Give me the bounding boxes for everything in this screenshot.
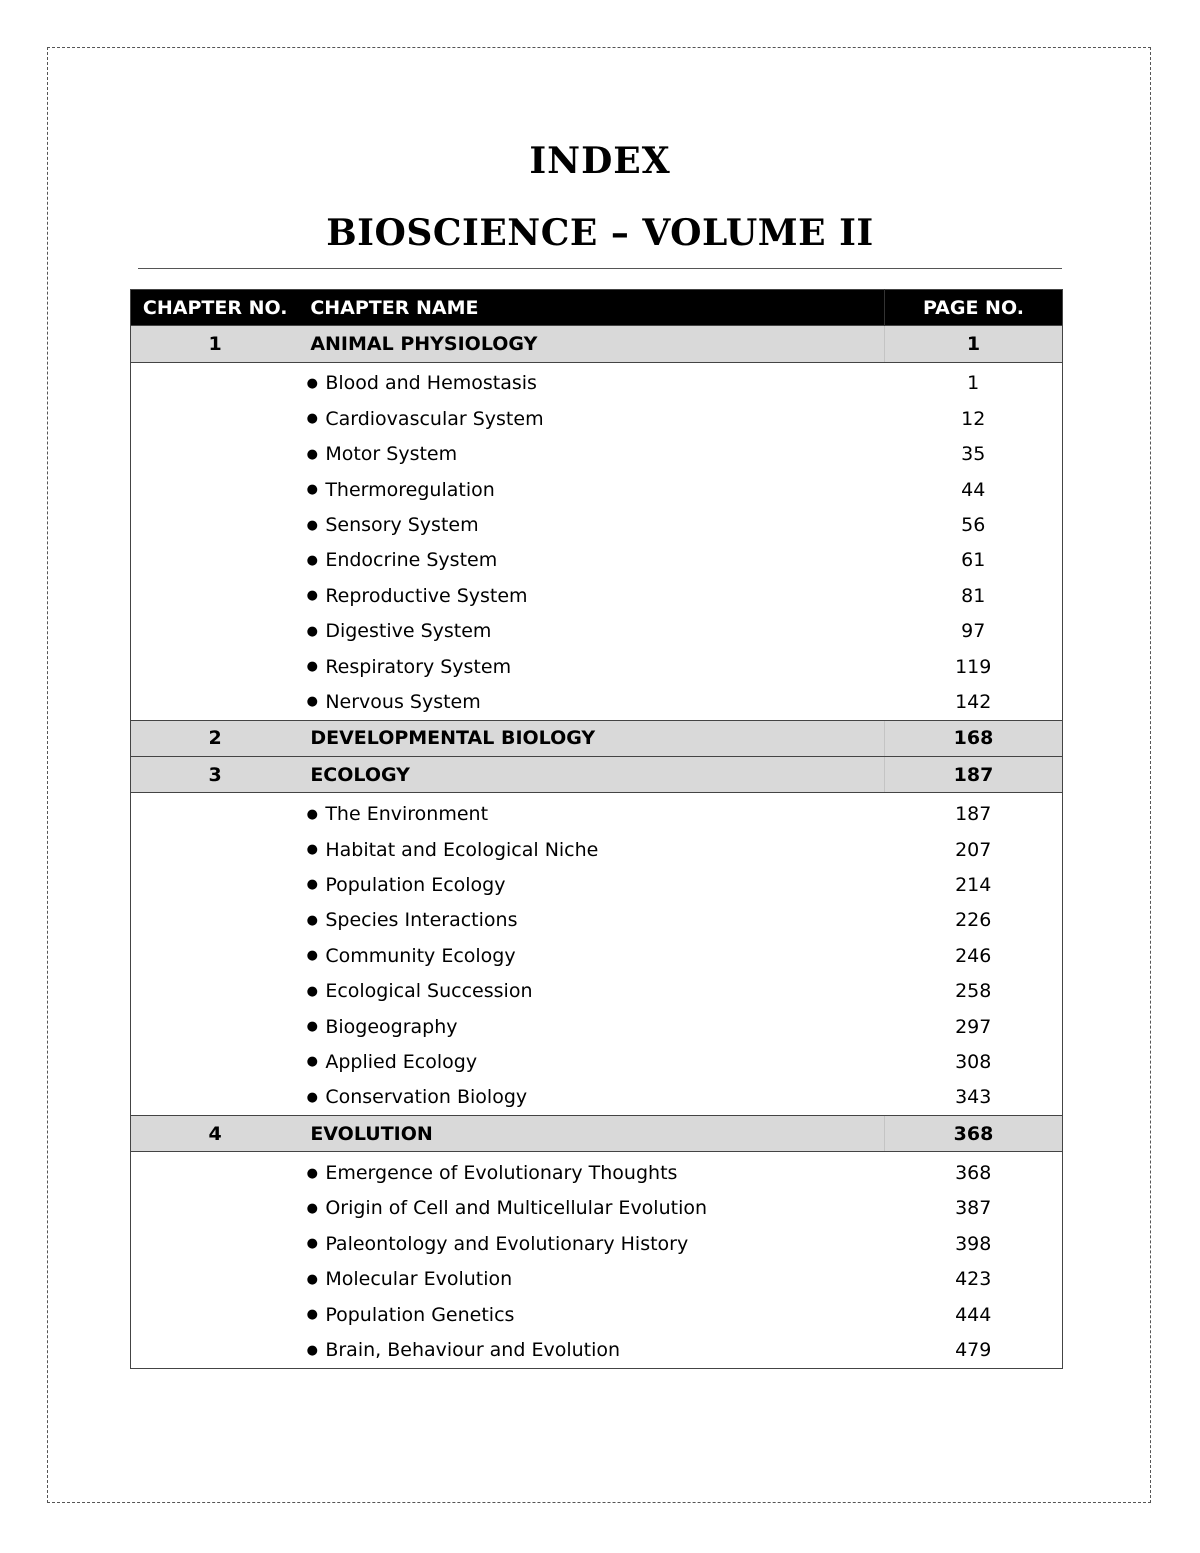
topic-item [299,803,884,825]
topic-empty-cell [131,1332,300,1368]
bullet-icon: ● [306,517,318,533]
topic-empty-cell [131,1297,300,1332]
topic-name-cell [299,684,884,720]
topic-row [131,1152,1063,1191]
title-divider [138,268,1062,269]
topic-page: 142 [884,684,1062,720]
topic-name: Motor System [325,443,458,466]
topic-empty-cell [131,578,300,613]
bullet-icon: ● [306,1054,318,1070]
topic-row [131,543,1063,578]
chapter-number: 2 [131,720,300,756]
topic-empty-cell [131,614,300,649]
chapter-name: DEVELOPMENTAL BIOLOGY [299,720,884,756]
topic-name: The Environment [325,803,489,826]
topic-page: 44 [884,472,1062,507]
topic-row [131,938,1063,973]
topic-page: 35 [884,437,1062,472]
topic-name: Ecological Succession [325,980,533,1003]
chapter-row [131,1115,1063,1151]
bullet-icon: ● [306,694,318,710]
topic-item [299,443,884,465]
topic-item [299,1197,884,1219]
index-table-body [131,326,1063,1368]
topic-page: 1 [884,362,1062,401]
bullet-icon: ● [306,411,318,427]
topic-empty-cell [131,1080,300,1116]
topic-name-cell [299,1297,884,1332]
topic-empty-cell [131,543,300,578]
topic-row [131,684,1063,720]
chapter-row [131,720,1063,756]
volume-title: BIOSCIENCE – VOLUME II [326,212,874,254]
topic-name: Brain, Behaviour and Evolution [325,1339,621,1362]
topic-empty-cell [131,684,300,720]
topic-name-cell [299,793,884,832]
topic-row [131,1297,1063,1332]
topic-page: 12 [884,401,1062,436]
topic-name: Molecular Evolution [325,1268,513,1291]
topic-item [299,479,884,501]
bullet-icon: ● [306,1342,318,1358]
topic-item [299,656,884,678]
topic-row [131,973,1063,1008]
header-page-no: PAGE NO. [884,290,1062,326]
bullet-icon: ● [306,1019,318,1034]
topic-item [299,1339,884,1361]
topic-page: 187 [884,793,1062,832]
topic-empty-cell [131,867,300,902]
bullet-icon: ● [306,588,318,604]
topic-name: Community Ecology [325,944,516,967]
topic-row [131,649,1063,684]
topic-page: 246 [884,938,1062,973]
topic-name-cell [299,1152,884,1191]
bullet-icon: ● [306,948,318,964]
topic-row [131,472,1063,507]
topic-item [299,874,884,896]
topic-empty-cell [131,938,300,973]
topic-page: 81 [884,578,1062,613]
topic-name: Origin of Cell and Multicellular Evolution [325,1197,708,1220]
chapter-number: 4 [131,1115,300,1151]
topic-item [299,514,884,536]
topic-item [299,1016,884,1038]
topic-row [131,401,1063,436]
topic-empty-cell [131,472,300,507]
bullet-icon: ● [306,375,318,391]
topic-row [131,832,1063,867]
topic-name-cell [299,507,884,542]
topic-name-cell [299,1080,884,1116]
topic-item [299,549,884,571]
topic-item [299,1233,884,1255]
topic-item [299,1162,884,1184]
topic-name-cell [299,867,884,902]
topic-row [131,1080,1063,1116]
topic-empty-cell [131,1044,300,1079]
chapter-page: 368 [884,1115,1062,1151]
topic-item [299,1051,884,1073]
topic-page: 214 [884,867,1062,902]
topic-name-cell [299,614,884,649]
topic-page: 444 [884,1297,1062,1332]
topic-name-cell [299,1009,884,1044]
bullet-icon: ● [306,659,318,675]
topic-name-cell [299,938,884,973]
topic-empty-cell [131,832,300,867]
topic-row [131,507,1063,542]
topic-item [299,620,884,642]
topic-item [299,909,884,931]
chapter-page: 187 [884,757,1062,793]
topic-page: 61 [884,543,1062,578]
topic-name-cell [299,1262,884,1297]
chapter-name: ECOLOGY [299,757,884,793]
topic-name-cell [299,543,884,578]
topic-row [131,437,1063,472]
chapter-number: 1 [131,326,300,362]
topic-name-cell [299,362,884,401]
topic-item [299,945,884,967]
topic-name-cell [299,903,884,938]
topic-item [299,980,884,1002]
topic-page: 226 [884,903,1062,938]
topic-name-cell [299,1044,884,1079]
topic-item [299,585,884,607]
bullet-icon: ● [306,1165,318,1181]
topic-row [131,1191,1063,1226]
topic-page: 297 [884,1009,1062,1044]
topic-row [131,1009,1063,1044]
topic-name: Emergence of Evolutionary Thoughts [325,1162,678,1185]
topic-name-cell [299,832,884,867]
topic-empty-cell [131,1191,300,1226]
chapter-row [131,757,1063,793]
header-chapter-no: CHAPTER NO. [131,290,300,326]
bullet-icon: ● [306,842,318,858]
topic-item [299,372,884,394]
topic-page: 308 [884,1044,1062,1079]
topic-name: Conservation Biology [325,1086,528,1109]
topic-empty-cell [131,649,300,684]
topic-name: Nervous System [325,690,481,713]
topic-empty-cell [131,437,300,472]
topic-empty-cell [131,793,300,832]
topic-name-cell [299,1226,884,1261]
topic-row [131,793,1063,832]
topic-page: 479 [884,1332,1062,1368]
topic-empty-cell [131,401,300,436]
topic-empty-cell [131,1152,300,1191]
topic-page: 119 [884,649,1062,684]
topic-page: 258 [884,973,1062,1008]
topic-row [131,614,1063,649]
topic-item [299,839,884,861]
topic-page: 97 [884,614,1062,649]
topic-empty-cell [131,1009,300,1044]
topic-empty-cell [131,1226,300,1261]
header-chapter-name: CHAPTER NAME [299,290,884,326]
chapter-row [131,326,1063,362]
index-title: INDEX [529,140,671,182]
topic-item [299,1268,884,1290]
topic-page: 343 [884,1080,1062,1116]
chapter-page: 1 [884,326,1062,362]
bullet-icon: ● [306,877,318,893]
topic-item [299,1304,884,1326]
chapter-page: 168 [884,720,1062,756]
chapter-number: 3 [131,757,300,793]
topic-name-cell [299,401,884,436]
topic-page: 368 [884,1152,1062,1191]
topic-name: Habitat and Ecological Niche [325,838,599,861]
topic-name: Population Ecology [325,873,506,896]
topic-empty-cell [131,1262,300,1297]
topic-name: Endocrine System [325,549,498,572]
topic-row [131,1044,1063,1079]
topic-row [131,1262,1063,1297]
topic-row [131,1226,1063,1261]
topic-row [131,903,1063,938]
topic-name: Biogeography [325,1015,458,1038]
topic-name: Digestive System [325,620,492,643]
topic-name-cell [299,973,884,1008]
topic-name: Reproductive System [325,584,528,607]
bullet-icon: ● [306,552,318,568]
topic-page: 423 [884,1262,1062,1297]
topic-item [299,1086,884,1108]
topic-name: Blood and Hemostasis [325,372,537,395]
topic-name: Species Interactions [325,909,518,932]
table-header-row [131,290,1063,326]
topic-row [131,578,1063,613]
topic-empty-cell [131,973,300,1008]
topic-row [131,867,1063,902]
topic-name-cell [299,472,884,507]
topic-item [299,691,884,713]
bullet-icon: ● [306,482,318,498]
topic-name-cell [299,649,884,684]
topic-empty-cell [131,903,300,938]
topic-page: 387 [884,1191,1062,1226]
topic-name: Thermoregulation [325,478,495,501]
topic-name-cell [299,1332,884,1368]
topic-page: 207 [884,832,1062,867]
bullet-icon: ● [306,1089,318,1105]
topic-row [131,362,1063,401]
topic-name: Population Genetics [325,1303,515,1326]
bullet-icon: ● [306,983,318,999]
topic-name: Applied Ecology [325,1050,478,1073]
bullet-icon: ● [306,912,318,928]
topic-page: 56 [884,507,1062,542]
topic-name-cell [299,437,884,472]
bullet-icon: ● [306,1307,318,1323]
bullet-icon: ● [306,806,318,822]
bullet-icon: ● [306,1236,318,1252]
bullet-icon: ● [306,446,318,462]
topic-name: Paleontology and Evolutionary History [325,1232,689,1255]
bullet-icon: ● [306,1200,318,1216]
bullet-icon: ● [306,623,318,639]
topic-row [131,1332,1063,1368]
topic-name: Cardiovascular System [325,407,544,430]
topic-page: 398 [884,1226,1062,1261]
topic-name-cell [299,578,884,613]
chapter-name: EVOLUTION [299,1115,884,1151]
topic-empty-cell [131,362,300,401]
topic-name-cell [299,1191,884,1226]
topic-name: Respiratory System [325,655,512,678]
chapter-name: ANIMAL PHYSIOLOGY [299,326,884,362]
index-table [130,289,1063,1369]
topic-item [299,408,884,430]
topic-name: Sensory System [325,514,479,537]
topic-empty-cell [131,507,300,542]
bullet-icon: ● [306,1271,318,1287]
